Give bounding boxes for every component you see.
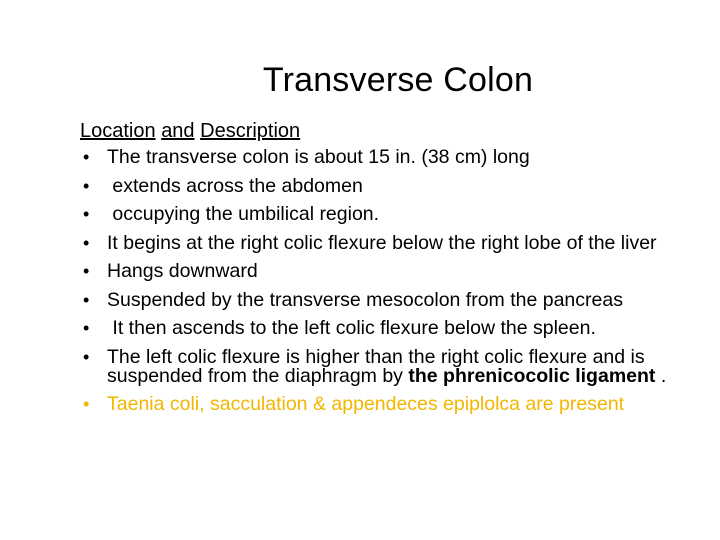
- bullet-icon: •: [83, 147, 90, 167]
- bullet-icon: •: [83, 175, 90, 196]
- bullet-text-end: .: [655, 364, 667, 387]
- bullet-item: [80, 262, 716, 281]
- bullet-item: [80, 288, 716, 311]
- heading-word-and: and: [161, 120, 195, 142]
- bullet-text: Taenia coli, sacculation & appendeces epiplolca are present: [107, 393, 625, 415]
- bullet-text: The left colic flexure is higher than the right colic flexure and is suspended from the diaphragm by: [107, 345, 645, 387]
- bullet-item: [80, 148, 716, 167]
- bullet-bold-term: the phrenicocolic ligament: [408, 364, 656, 387]
- slide-content: [80, 120, 716, 424]
- bullet-item: [80, 319, 716, 338]
- bullet-item-highlighted: [80, 395, 716, 414]
- bullet-item: [80, 231, 716, 254]
- bullet-list: [80, 148, 716, 414]
- bullet-icon: •: [83, 232, 90, 253]
- section-heading: [80, 120, 716, 143]
- bullet-icon: •: [83, 289, 90, 310]
- bullet-icon: •: [83, 394, 90, 414]
- bullet-icon: •: [83, 261, 90, 281]
- bullet-text: It then ascends to the left colic flexure below the spleen.: [107, 317, 596, 339]
- bullet-text: occupying the umbilical region.: [107, 203, 380, 225]
- bullet-text: extends across the abdomen: [107, 174, 363, 197]
- bullet-text: It begins at the right colic flexure below the right lobe of the liver: [107, 231, 657, 254]
- bullet-text: Suspended by the transverse mesocolon from the pancreas: [107, 288, 623, 311]
- bullet-text: The transverse colon is about 15 in. (38 cm) long: [107, 146, 530, 168]
- bullet-icon: •: [83, 346, 90, 367]
- bullet-icon: •: [83, 204, 90, 224]
- heading-word-location: Location: [80, 120, 156, 142]
- slide-title: Transverse Colon: [262, 61, 534, 99]
- bullet-item: [80, 205, 716, 224]
- bullet-text: Hangs downward: [107, 260, 258, 282]
- bullet-item: [80, 174, 716, 197]
- bullet-item: [80, 345, 716, 387]
- bullet-icon: •: [83, 318, 90, 338]
- heading-word-description: Description: [200, 120, 301, 142]
